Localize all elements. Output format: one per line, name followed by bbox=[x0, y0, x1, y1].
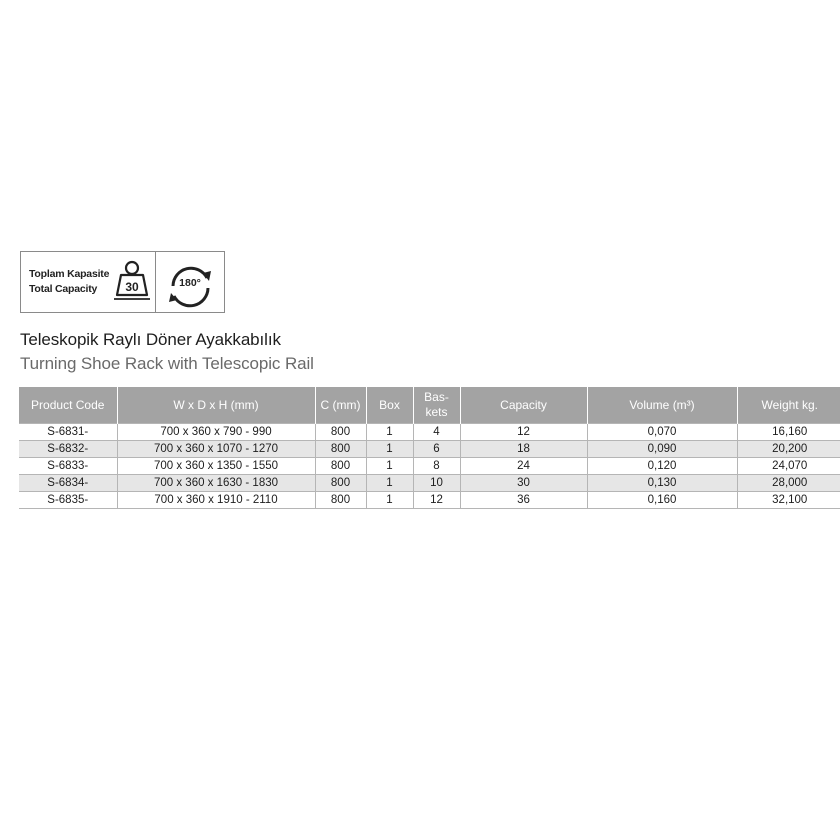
capacity-label-tr: Toplam Kapasite bbox=[29, 268, 110, 280]
column-header: Box bbox=[366, 387, 413, 424]
table-row bbox=[19, 424, 840, 441]
table-row bbox=[19, 492, 840, 509]
table-cell: 24 bbox=[460, 458, 587, 475]
table-cell: 800 bbox=[315, 458, 366, 475]
table-cell: 1 bbox=[366, 492, 413, 509]
table-cell: 700 x 360 x 1630 - 1830 bbox=[117, 475, 315, 492]
table-cell: 700 x 360 x 1910 - 2110 bbox=[117, 492, 315, 509]
table-cell: S-6835- bbox=[19, 492, 117, 509]
table-cell: 4 bbox=[413, 424, 460, 441]
product-title-tr: Teleskopik Raylı Döner Ayakkabılık bbox=[20, 330, 281, 349]
table-cell: 1 bbox=[366, 458, 413, 475]
table-cell: S-6832- bbox=[19, 441, 117, 458]
table-cell: S-6834- bbox=[19, 475, 117, 492]
table-cell: 700 x 360 x 790 - 990 bbox=[117, 424, 315, 441]
table-cell: 800 bbox=[315, 441, 366, 458]
table-cell: 24,070 bbox=[737, 458, 840, 475]
table-row bbox=[19, 441, 840, 458]
table-cell: 6 bbox=[413, 441, 460, 458]
capacity-labels bbox=[29, 267, 109, 297]
table-cell: 0,070 bbox=[587, 424, 737, 441]
table-cell: 0,160 bbox=[587, 492, 737, 509]
table-cell: 12 bbox=[413, 492, 460, 509]
table-cell: S-6833- bbox=[19, 458, 117, 475]
table-body bbox=[19, 424, 840, 509]
table-cell: 0,120 bbox=[587, 458, 737, 475]
column-header: C (mm) bbox=[315, 387, 366, 424]
table-cell: 0,130 bbox=[587, 475, 737, 492]
table-cell: 1 bbox=[366, 475, 413, 492]
table-row bbox=[19, 458, 840, 475]
capacity-label-en: Total Capacity bbox=[29, 283, 98, 295]
rotation-icon bbox=[164, 256, 216, 308]
rotation-label: 180° bbox=[179, 277, 201, 289]
table-cell: 700 x 360 x 1070 - 1270 bbox=[117, 441, 315, 458]
column-header: Volume (m³) bbox=[587, 387, 737, 424]
table-cell: 0,090 bbox=[587, 441, 737, 458]
weight-icon bbox=[113, 259, 151, 305]
column-header: Weight kg. bbox=[737, 387, 840, 424]
table-cell: 12 bbox=[460, 424, 587, 441]
table-cell: 1 bbox=[366, 424, 413, 441]
column-header: W x D x H (mm) bbox=[117, 387, 315, 424]
table-cell: 800 bbox=[315, 475, 366, 492]
table-cell: 700 x 360 x 1350 - 1550 bbox=[117, 458, 315, 475]
table-header-row bbox=[19, 387, 840, 424]
table-cell: 1 bbox=[366, 441, 413, 458]
table-cell: 28,000 bbox=[737, 475, 840, 492]
table-cell: 20,200 bbox=[737, 441, 840, 458]
table-cell: 32,100 bbox=[737, 492, 840, 509]
table-cell: 16,160 bbox=[737, 424, 840, 441]
table-cell: 30 bbox=[460, 475, 587, 492]
table-row bbox=[19, 475, 840, 492]
column-header: Product Code bbox=[19, 387, 117, 424]
rotation-badge bbox=[156, 252, 224, 312]
spec-table bbox=[19, 387, 840, 509]
feature-badges bbox=[20, 251, 225, 313]
column-header: Bas- kets bbox=[413, 387, 460, 424]
capacity-value: 30 bbox=[125, 280, 139, 294]
table-cell: 800 bbox=[315, 424, 366, 441]
table-cell: 800 bbox=[315, 492, 366, 509]
table-cell: 8 bbox=[413, 458, 460, 475]
table-cell: 10 bbox=[413, 475, 460, 492]
total-capacity-badge bbox=[21, 252, 156, 312]
product-title-en: Turning Shoe Rack with Telescopic Rail bbox=[20, 354, 314, 373]
column-header: Capacity bbox=[460, 387, 587, 424]
table-cell: 18 bbox=[460, 441, 587, 458]
table-cell: 36 bbox=[460, 492, 587, 509]
table-cell: S-6831- bbox=[19, 424, 117, 441]
